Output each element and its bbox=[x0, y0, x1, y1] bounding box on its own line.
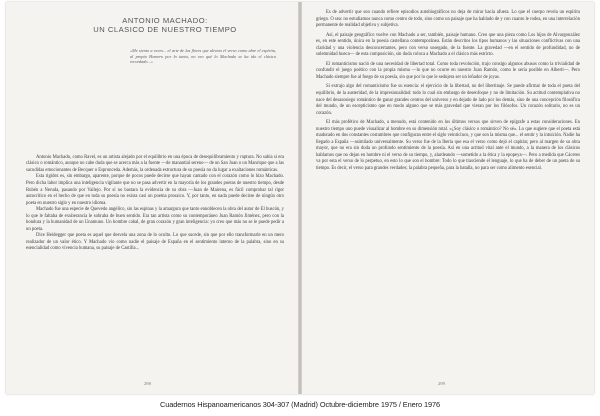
right-body-text bbox=[316, 10, 580, 173]
epigraph: «Me siento a veces... el arte de las flores que alivian el verso como abre el espíritu, al propio Homero por lo tanto, no veo qué lo Machado se ha ido el clásico recordado...» bbox=[130, 48, 276, 65]
page-number-left: 298 bbox=[144, 381, 151, 386]
paragraph: Así, el paisaje geográfico vuelve con Machado a ser, también, paisaje humano. Creo que una pieza como Los hijos de Alvargonzález es, en este sentido, única en la poesía castellana contemporánea. Están descritos los tipos humanos y las situaciones conflictivas con una claridad y una violencia desconcertantes, pero con verso sosegado, de la fuente. La gravedad —en el sentido de profundidad, no de solemnidad hueca— de esta composición, sin duda coloca a Machado a el clásico más estricto. bbox=[316, 32, 580, 58]
article-title bbox=[46, 16, 284, 34]
page-number-right: 299 bbox=[438, 381, 445, 386]
left-body-text bbox=[26, 155, 284, 253]
paragraph: Machado fue una especie de Quevedo angélico, sin las espinas y la amargura que tanto ennoblecen la obra del autor de El buscón, y lo que le faltaba de exuberancia le sobraba de buen sentido. Era tan artista como su contemporáneo Juan Ramón Jiménez, pero con la hondura y la humanidad de un Unamuno. Un hombre cabal, de gran corazón y gran inteligencia: yo creo que más no se le puede pedir a un poeta. bbox=[26, 207, 284, 232]
left-page bbox=[6, 2, 298, 394]
paragraph: El romanticismo nació de una necesidad de libertad total. Como toda revolución, trajo consigo algunos abusos como la trivialidad de confundir el juego poético con la propia misma —lo que no ocurre en nuestro Juan Ramón, como le sería posible en Alberti—. Pero Machado siempre fue al fuego de su poesía, sin que por lo que le sedujera ser un leñador de joyas. bbox=[316, 61, 580, 80]
paragraph: El más profético de Machado, a menudo, está contenido en los últimos versos que sirven de epígrafe a estas consideraciones. En nuestro tiempo uno puede visualizar al hombre en su dimensión total. «¿Soy clásico o romántico? No sé». Lo que sugiere que el poeta está madurado en dos constantes costumbres que configuran entre el siglo veinticinco, y que son la misma que... el sentir y la intuición. Nadie ha llegado a España —asimilado universalmente. Su verso fue de la Iberia que esa el verso como dejó el capitán; pero al margen de su obra mayor, que no era sin duda un profundo sentimiento de la poesía. Así en una actitud vital ante el mundo, a la manera de los clásicos hablamos que no dejan en hombre ni el verso de su tiempo, y, alardeando —sometido a la ética y la epopeya—. Pero a medida que Cáceres va por esta el verso de lo perpetuo, en esto lo que son el hombre: Todo lo que trasciende el lenguaje, lo que ha de deber de un poeta de su tiempo. Es decir, el verso para grandes verdades; la palabra pequeña, para la batalla, no para ser como alimento esencial. bbox=[316, 120, 580, 172]
paragraph: Dice Heidegger que poeta es aquel que desvela una zona de lo oculto. Lo que sucede, sin que por ello transformarle en un mero realizador de un valor ético. Y Machado vio como nadie el paisaje de España en el sentimiento interno de la palabra, sino en su esencialidad como vivencia humana, su paisaje de Castilla... bbox=[26, 233, 284, 252]
paragraph: Esta rigidez es, sin embargo, aparente, porque de pocos puede decirse que hayan cantado con el corazón como lo hizo Machado. Pero dicha labor implica una inteligencia vigilante que no se pasa advertir en la mayoría de los grandes poetas de nuestro tiempo, desde Rubén a Neruda, pasando por Vallejo. Por sí no bastara la evidencia de su obra —Juan de Mairena, es fácil comprobar tal rigor autocrítico en el hecho de que en toda su poesía no exista casi un poema prosaico. Y, por tanto, en nada puede decirse de ningún otro poeta en nuestro siglo y en nuestro idioma. bbox=[26, 174, 284, 206]
paragraph: Es de advertir que son cuando refiere episodios autobiográficos no deja de mirar hacia afuera. Lo que el cuerpo revela un espíritu griego. O sea: no estudiamos nunca como centro de todo, sino como un paisaje que ha hablado de y con cuanto le rodea, en una interrelación permanente de realidad objetiva y subjetiva. bbox=[316, 10, 580, 29]
journal-spread bbox=[6, 2, 594, 394]
right-page bbox=[302, 2, 594, 394]
paragraph: Antonio Machado, como Ravel, es un artista alejado por el equilibrio en una época de desequilibramiento y ruptura. No sabía si era clásico o romántico, aunque no cabe duda que se acerca más a la fuente —de manantial sereno— de un San Juan o un Manrique que a las sacudidas emocionantes de Becquer o Espronceda. Además, la ordenada estructura de su poesía no da lugar a exaltaciones románticas. bbox=[26, 154, 284, 173]
source-caption: Cuadernos Hispanoamericanos 304-307 (Madrid) Octubre-diciembre 1975 / Enero 1976 bbox=[160, 400, 440, 409]
title-line-2: UN CLASICO DE NUESTRO TIEMPO bbox=[93, 25, 237, 34]
paragraph: Si extrajo algo del romanticismo fue su esencia: el ejercicio de la libertad, no del libertinaje. Se puede afirmar de toda el poeta del equilibrio, de la austeridad, de la impresionalidad: todo lo cual sin embargo de desenfoque y no de limitación. Su actitud contemplativa no nace del desasosiego romántico de ganar grandes centros del universo y en dejado de lado por los demás, sino de una concepción filosófica del mundo, de un escepticismo que en modo alguno que se más gravedad que vieran por los filósofos. Un corazón solitario, no es un corazón. bbox=[316, 84, 580, 116]
title-line-1: ANTONIO MACHADO: bbox=[122, 16, 208, 25]
